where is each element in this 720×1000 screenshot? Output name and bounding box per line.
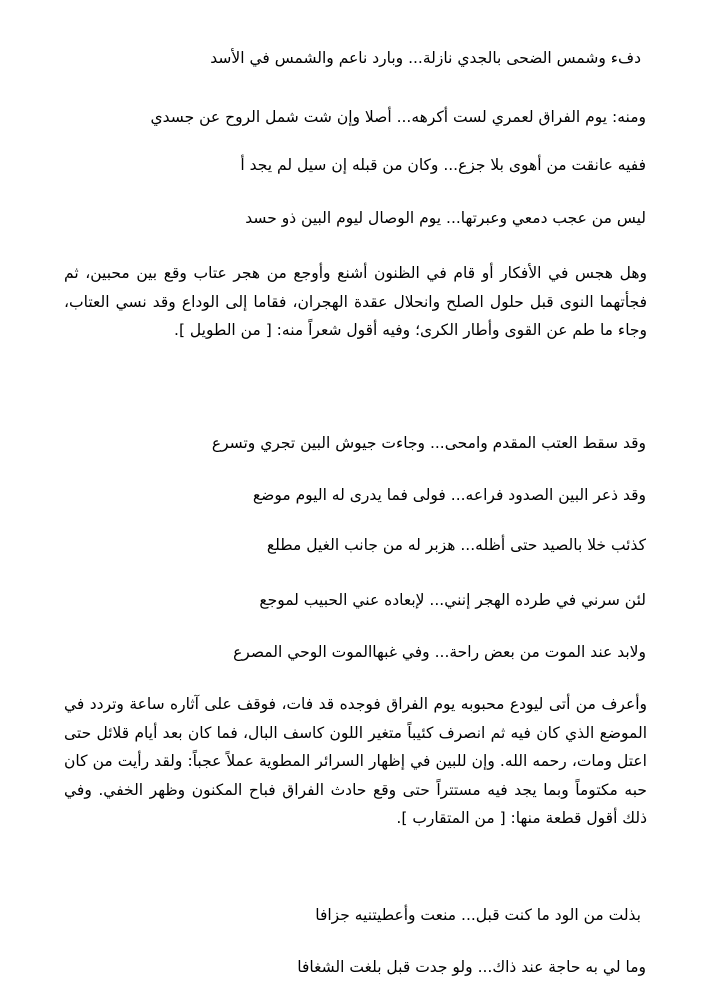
verse-line: ليس من عجب دمعي وعبرتها... يوم الوصال ليوم البين ذو حسد — [245, 209, 646, 227]
verse-line: بذلت من الود ما كنت قبل... منعت وأعطيتنيه جزافا — [315, 906, 641, 924]
verse-line: ومنه: يوم الفراق لعمري لست أكرهه... أصلا وإن شت شمل الروح عن جسدي — [150, 108, 646, 126]
verse-line: وقد ذعر البين الصدود فراعه... فولى فما يدرى له اليوم موضع — [252, 486, 646, 504]
verse-line: وقد سقط العتب المقدم وامحى... وجاءت جيوش البين تجري وتسرع — [211, 434, 646, 452]
verse-line: دفء وشمس الضحى بالجدي نازلة... وبارد ناعم والشمس في الأسد — [210, 49, 641, 67]
verse-line: كذئب خلا بالصيد حتى أظله... هزبر له من جانب الغيل مطلع — [266, 536, 646, 554]
prose-paragraph: وهل هجس في الأفكار أو قام في الظنون أشنع وأوجع من هجر عتاب وقع بين محبين، ثم فجأتهما النوى قبل حلول الصلح وانحلال عقدة الهجران، فقاما إلى الوداع وقد نسي العتاب، وجاء ما طم عن القوى وأطار الكرى؛ وفيه أقول شعراً منه: [ من الطويل ]. — [64, 264, 647, 339]
verse-line: ففيه عانقت من أهوى بلا جزع... وكان من قبله إن سيل لم يجد أ — [240, 156, 646, 174]
verse-line: وما لي به حاجة عند ذاك... ولو جدت قبل بلغت الشغافا — [297, 958, 646, 976]
verse-line: ولابد عند الموت من بعض راحة... وفي غبهاالموت الوحي المصرع — [233, 643, 646, 661]
prose-paragraph: وأعرف من أتى ليودع محبوبه يوم الفراق فوجده قد فات، فوقف على آثاره ساعة وتردد في الموضع الذي كان فيه ثم انصرف كئيباً متغير اللون كاسف البال، فما كان بعد أيام قلائل حتى اعتل ومات، رحمه الله. وإن للبين في إظهار السرائر المطوية عملاً عجباً: ولقد رأيت من كان حبه مكتوماً وبما يجد فيه مستتراً حتى وقع حادث الفراق فباح المكنون وظهر الخفي. وفي ذلك أقول قطعة منها: [ من المتقارب ]. — [64, 695, 647, 827]
verse-line: لئن سرني في طرده الهجر إنني... لإبعاده عني الحبيب لموجع — [259, 591, 646, 609]
